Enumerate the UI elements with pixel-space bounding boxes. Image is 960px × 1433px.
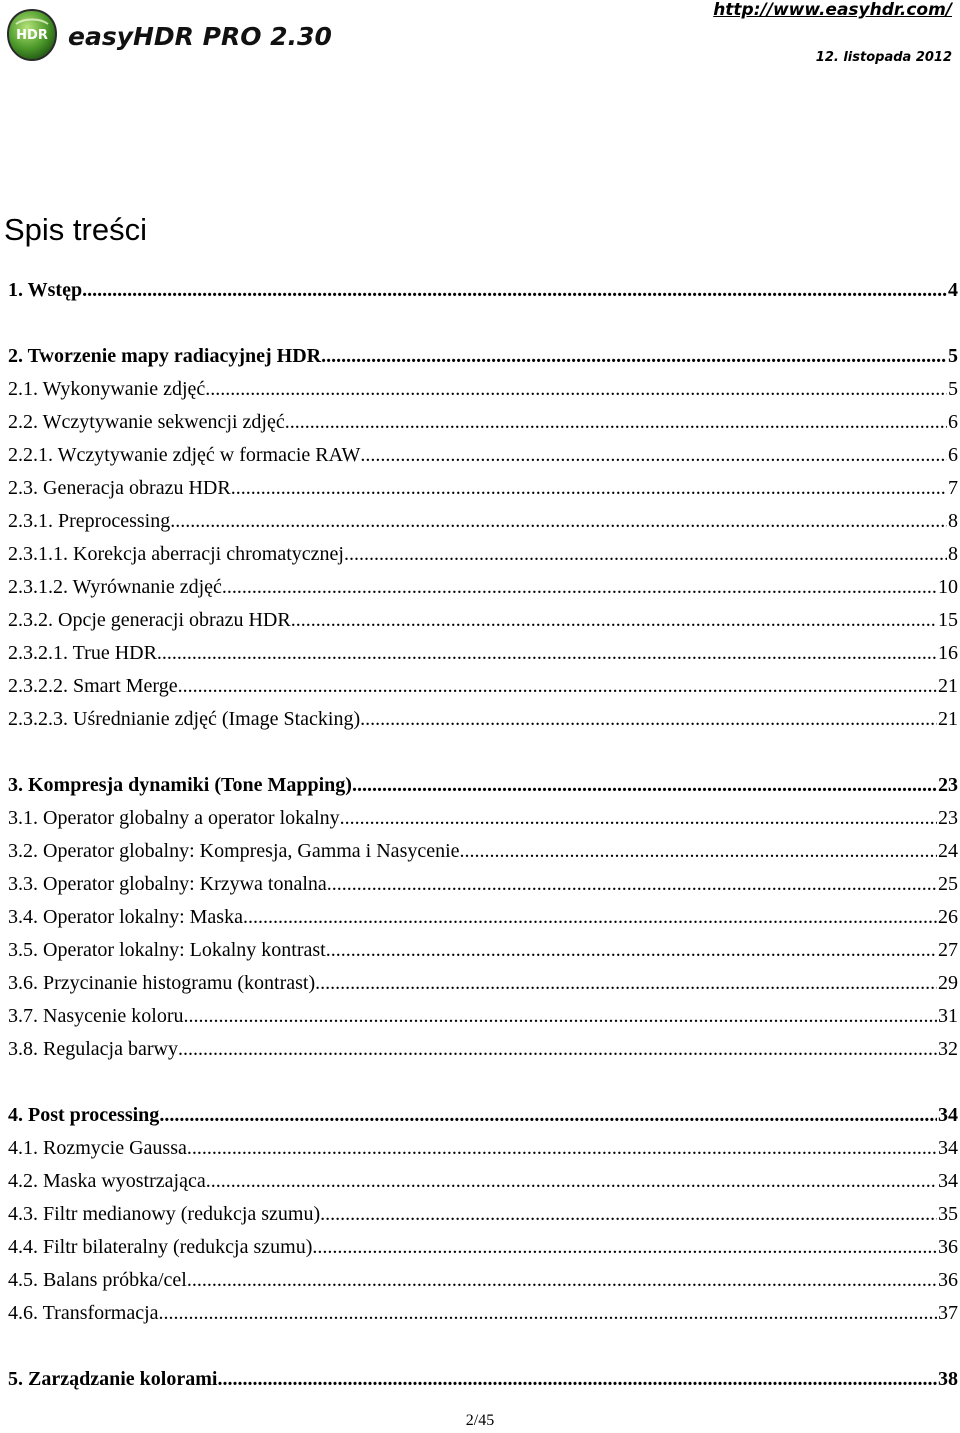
svg-text:HDR: HDR (16, 28, 48, 43)
app-title: easyHDR PRO 2.30 (68, 22, 332, 51)
toc-entry-page: 34 (938, 1137, 958, 1159)
toc-entry-label: 5. Zarządzanie kolorami (8, 1368, 218, 1390)
toc-entry-label: 4.2. Maska wyostrzająca (8, 1170, 206, 1192)
toc-entry[interactable] (8, 1367, 958, 1391)
toc-entry-page: 7 (948, 477, 958, 499)
toc-dot-leader (243, 905, 937, 929)
toc-dot-leader (340, 806, 937, 830)
toc-entry[interactable] (8, 344, 958, 368)
toc-entry-page: 21 (938, 675, 958, 697)
toc-entry-page: 36 (938, 1269, 958, 1291)
toc-entry[interactable] (8, 1301, 958, 1325)
toc-title: Spis treści (4, 212, 147, 247)
toc-dot-leader (170, 509, 947, 533)
toc-entry-label: 2.3.2. Opcje generacji obrazu HDR (8, 609, 291, 631)
toc-entry[interactable] (8, 839, 958, 863)
toc-entry[interactable] (8, 1169, 958, 1193)
toc-entry-page: 8 (948, 510, 958, 532)
toc-entry-page: 34 (938, 1104, 958, 1126)
toc-dot-leader (460, 839, 937, 863)
toc-dot-leader (217, 1367, 937, 1391)
toc-entry[interactable] (8, 1202, 958, 1226)
toc-entry-label: 4.1. Rozmycie Gaussa (8, 1137, 187, 1159)
toc-dot-leader (320, 1202, 937, 1226)
toc-entry-label: 1. Wstęp (8, 279, 83, 301)
toc-entry-page: 4 (948, 279, 958, 301)
toc-entry-label: 2.1. Wykonywanie zdjęć (8, 378, 206, 400)
toc-entry-page: 26 (938, 906, 958, 928)
toc-entry-page: 23 (938, 774, 958, 796)
toc-dot-leader (312, 1235, 937, 1259)
toc-entry[interactable] (8, 377, 958, 401)
toc-entry[interactable] (8, 410, 958, 434)
toc-entry-label: 2.2.1. Wczytywanie zdjęć w formacie RAW (8, 444, 361, 466)
toc-entry[interactable] (8, 674, 958, 698)
toc-dot-leader (187, 1136, 937, 1160)
toc-entry-page: 21 (938, 708, 958, 730)
toc-entry-label: 4. Post processing (8, 1104, 160, 1126)
toc-entry[interactable] (8, 707, 958, 731)
toc-entry-page: 6 (948, 411, 958, 433)
toc-entry[interactable] (8, 971, 958, 995)
toc-dot-leader (82, 278, 947, 302)
toc-entry-page: 31 (938, 1005, 958, 1027)
toc-entry-page: 32 (938, 1038, 958, 1060)
toc-entry[interactable] (8, 1103, 958, 1127)
toc-entry-label: 2.2. Wczytywanie sekwencji zdjęć (8, 411, 285, 433)
toc-entry-page: 37 (938, 1302, 958, 1324)
toc-entry-page: 5 (948, 345, 958, 367)
toc-entry[interactable] (8, 509, 958, 533)
toc-entry[interactable] (8, 1037, 958, 1061)
toc-entry[interactable] (8, 1268, 958, 1292)
toc-dot-leader (157, 641, 937, 665)
toc-dot-leader (178, 1037, 937, 1061)
toc-entry[interactable] (8, 278, 958, 302)
toc-dot-leader (159, 1301, 937, 1325)
toc-entry-label: 2.3.1. Preprocessing (8, 510, 171, 532)
toc-dot-leader (206, 1169, 937, 1193)
toc-entry[interactable] (8, 443, 958, 467)
toc-entry-page: 24 (938, 840, 958, 862)
toc-dot-leader (321, 344, 947, 368)
toc-entry-label: 4.3. Filtr medianowy (redukcja szumu) (8, 1203, 321, 1225)
toc-dot-leader (187, 1268, 937, 1292)
toc-dot-leader (159, 1103, 937, 1127)
toc-entry-label: 4.5. Balans próbka/cel (8, 1269, 187, 1291)
toc-entry-label: 3.3. Operator globalny: Krzywa tonalna (8, 873, 327, 895)
toc-entry-page: 34 (938, 1170, 958, 1192)
toc-entry-label: 3.2. Operator globalny: Kompresja, Gamma i Nasycenie (8, 840, 460, 862)
toc-entry-page: 25 (938, 873, 958, 895)
toc-entry-page: 35 (938, 1203, 958, 1225)
toc-entry-page: 5 (948, 378, 958, 400)
toc-entry-page: 23 (938, 807, 958, 829)
toc-entry-page: 27 (938, 939, 958, 961)
toc-entry-label: 2.3.2.2. Smart Merge (8, 675, 178, 697)
toc-dot-leader (184, 1004, 937, 1028)
toc-entry-label: 2.3.1.1. Korekcja aberracji chromatycznej (8, 543, 344, 565)
toc-entry-label: 4.6. Transformacja (8, 1302, 159, 1324)
page-header (0, 0, 960, 70)
toc-entry-label: 2.3. Generacja obrazu HDR (8, 477, 231, 499)
toc-entry-label: 3.7. Nasycenie koloru (8, 1005, 184, 1027)
page-footer (0, 1412, 960, 1430)
toc-entry[interactable] (8, 575, 958, 599)
toc-entry[interactable] (8, 938, 958, 962)
toc-dot-leader (205, 377, 947, 401)
easyhdr-logo (6, 8, 58, 62)
toc-entry[interactable] (8, 1235, 958, 1259)
toc-entry[interactable] (8, 641, 958, 665)
toc-entry-page: 6 (948, 444, 958, 466)
toc-entry-label: 3.6. Przycinanie histogramu (kontrast) (8, 972, 316, 994)
toc-entry-label: 2.3.2.1. True HDR (8, 642, 157, 664)
toc-dot-leader (285, 410, 947, 434)
toc-dot-leader (352, 773, 937, 797)
toc-dot-leader (344, 542, 947, 566)
toc-entry-page: 15 (938, 609, 958, 631)
toc-entry-page: 8 (948, 543, 958, 565)
toc-entry-label: 3.1. Operator globalny a operator lokalny (8, 807, 340, 829)
toc-entry-label: 3.8. Regulacja barwy (8, 1038, 178, 1060)
toc-entry[interactable] (8, 773, 958, 797)
toc-entry-label: 2. Tworzenie mapy radiacyjnej HDR (8, 345, 322, 367)
toc-entry[interactable] (8, 1004, 958, 1028)
toc-entry-label: 4.4. Filtr bilateralny (redukcja szumu) (8, 1236, 313, 1258)
document-date: 12. listopada 2012 (815, 50, 952, 65)
toc-entry-label: 2.3.2.3. Uśrednianie zdjęć (Image Stacking) (8, 708, 361, 730)
toc-entry-page: 36 (938, 1236, 958, 1258)
toc-entry-page: 38 (938, 1368, 958, 1390)
toc-entry[interactable] (8, 1136, 958, 1160)
toc-dot-leader (315, 971, 937, 995)
page-number: 2/45 (465, 1412, 495, 1429)
toc-entry[interactable] (8, 542, 958, 566)
toc-entry-label: 3.4. Operator lokalny: Maska (8, 906, 243, 928)
toc-dot-leader (178, 674, 937, 698)
website-link[interactable]: http://www.easyhdr.com/ (713, 0, 952, 20)
toc-dot-leader (231, 476, 947, 500)
toc-entry[interactable] (8, 608, 958, 632)
toc-entry-page: 16 (938, 642, 958, 664)
toc-dot-leader (360, 707, 937, 731)
toc-entry-label: 2.3.1.2. Wyrównanie zdjęć (8, 576, 222, 598)
toc-dot-leader (360, 443, 947, 467)
toc-entry[interactable] (8, 476, 958, 500)
toc-entry[interactable] (8, 872, 958, 896)
toc-dot-leader (326, 938, 937, 962)
toc-dot-leader (327, 872, 937, 896)
toc-entry-label: 3. Kompresja dynamiki (Tone Mapping) (8, 774, 352, 796)
toc-entry-page: 10 (938, 576, 958, 598)
toc-entry[interactable] (8, 806, 958, 830)
toc-entry[interactable] (8, 905, 958, 929)
toc-dot-leader (291, 608, 937, 632)
toc-entry-label: 3.5. Operator lokalny: Lokalny kontrast (8, 939, 326, 961)
toc-dot-leader (222, 575, 937, 599)
toc-entry-page: 29 (938, 972, 958, 994)
